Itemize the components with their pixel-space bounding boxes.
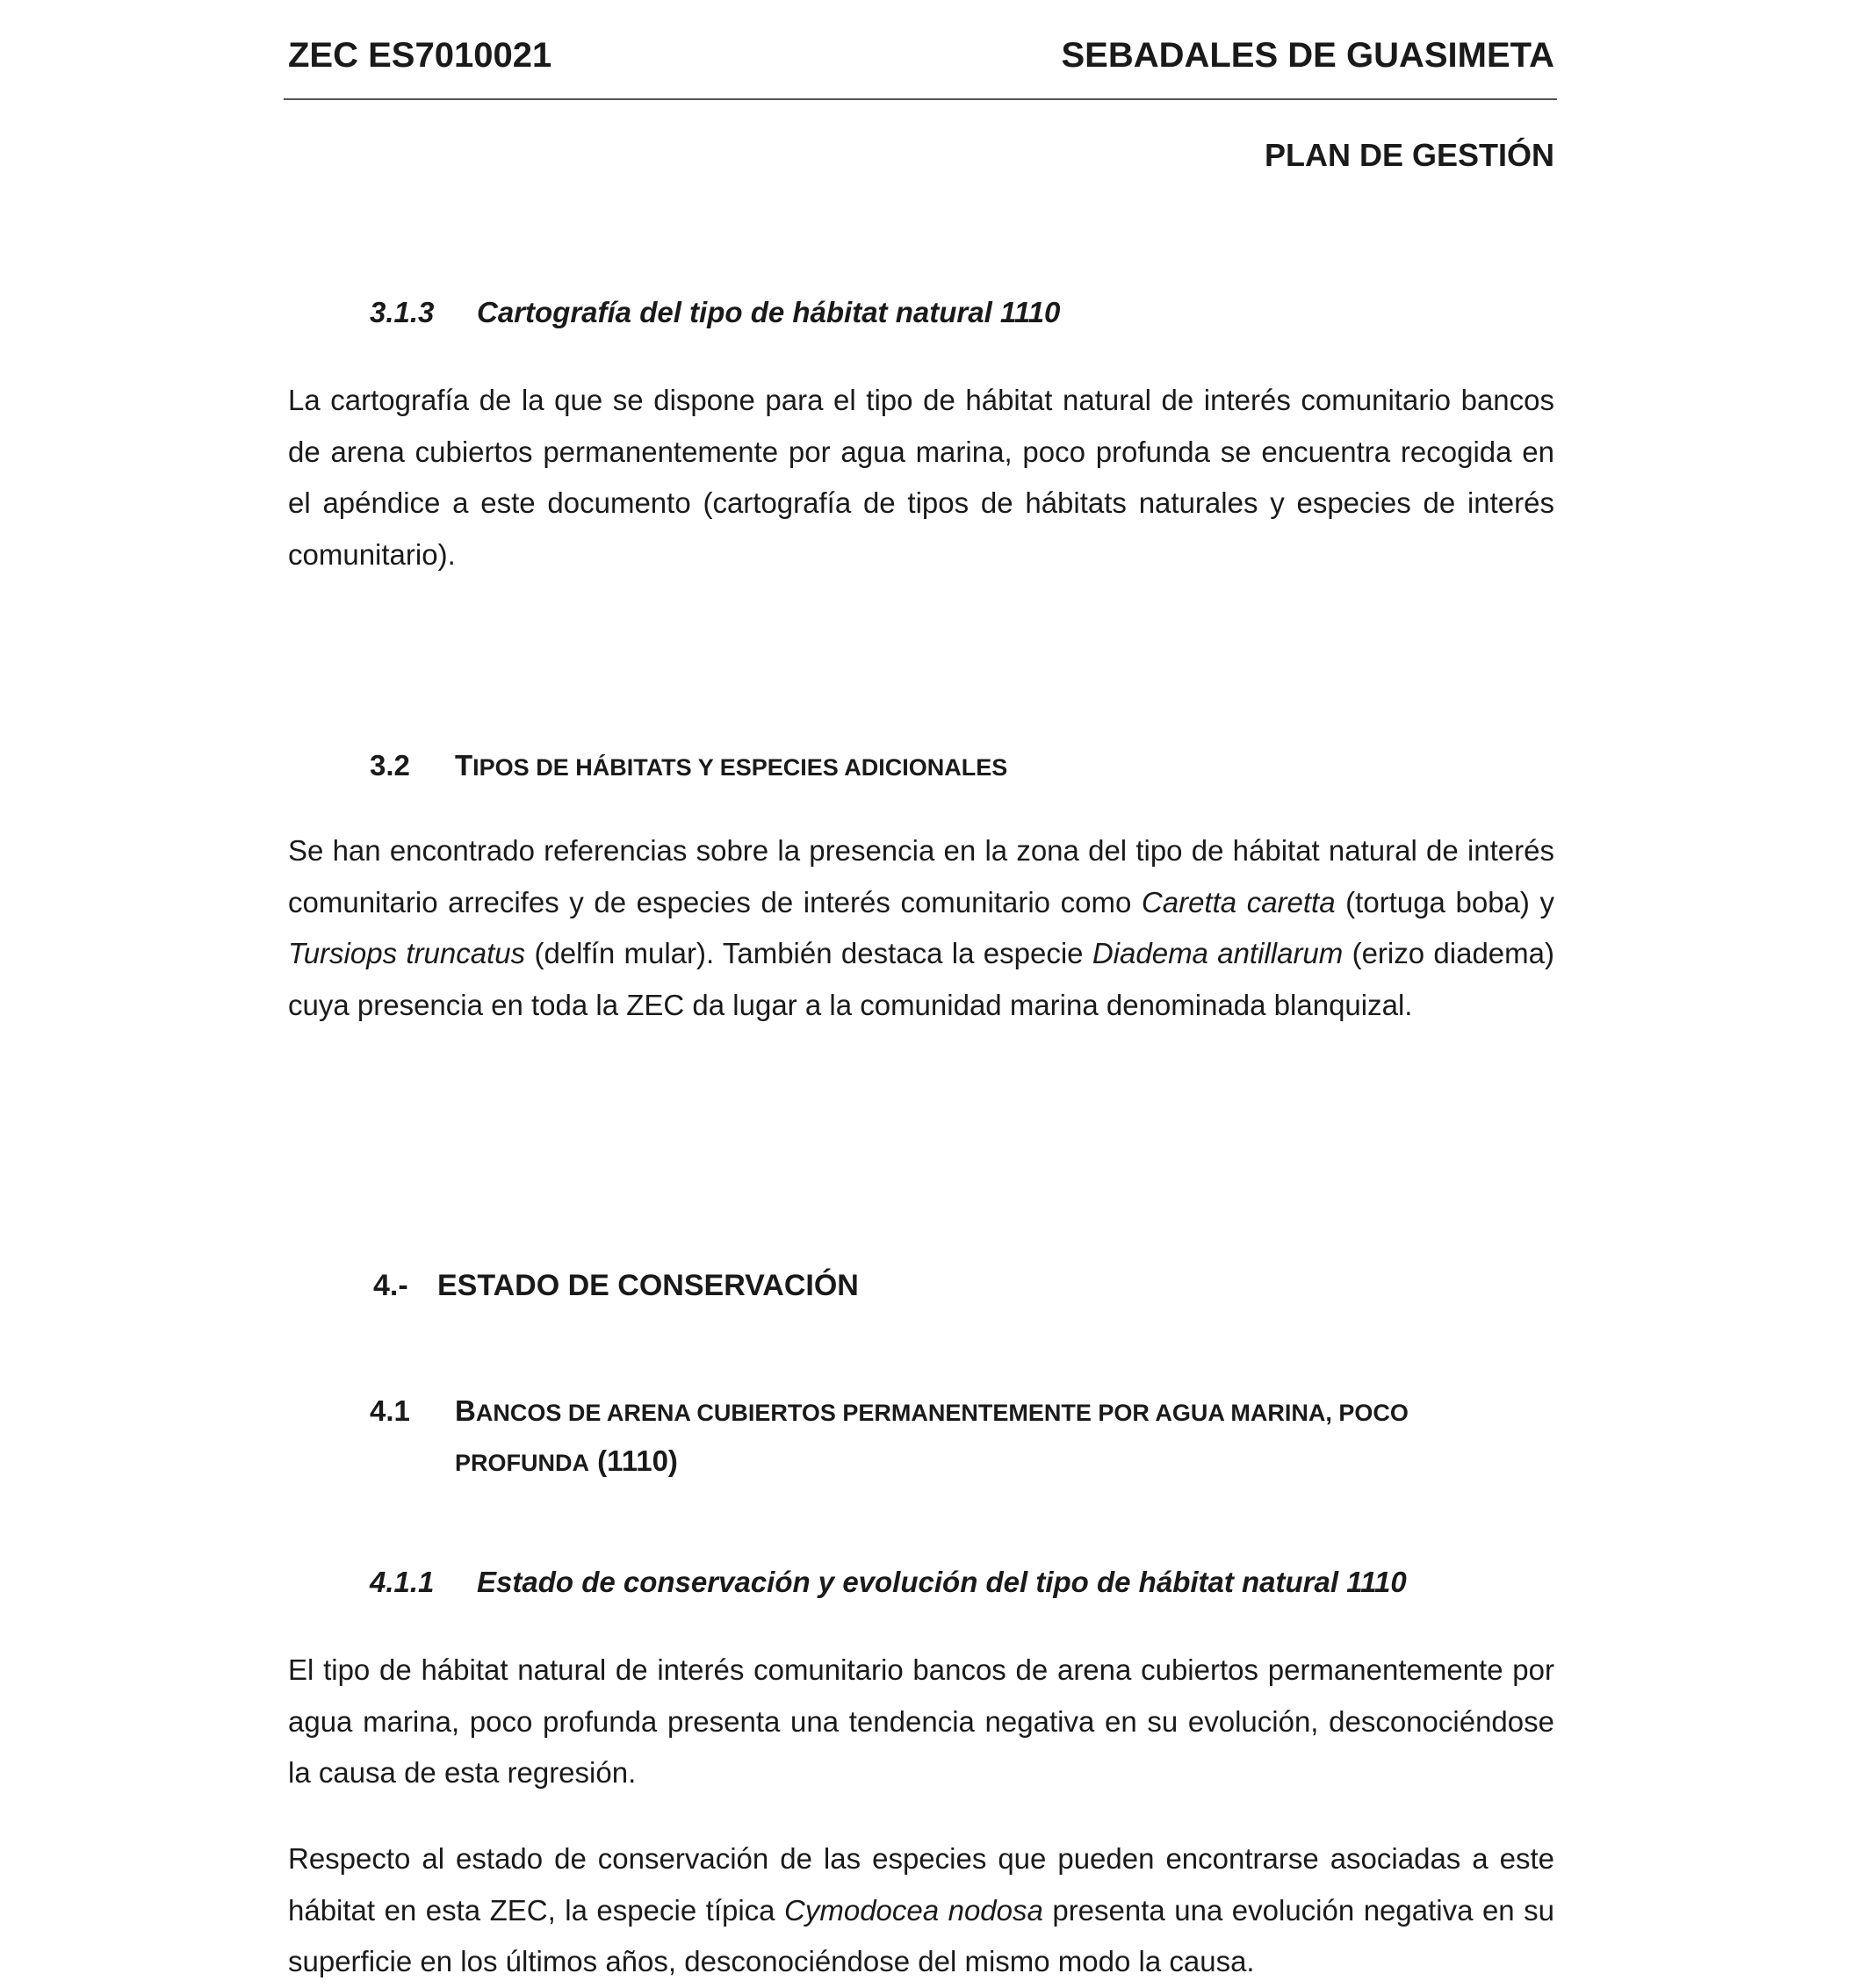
header-site-name: SEBADALES DE GUASIMETA: [1061, 36, 1554, 75]
heading-3-2-title-initial: T: [455, 749, 473, 782]
heading-4-1-habitat-code: (1110): [589, 1444, 678, 1477]
paragraph-4-1-1-second-text-1: Respecto al estado de conservación de las especies que pueden encontrarse asociadas a este hábitat en esta ZEC, la especie típica: [288, 1842, 1554, 1927]
heading-3-2-number: 3.2: [370, 749, 410, 782]
species-diadema-antillarum: Diadema antillarum: [1092, 937, 1344, 969]
heading-4-1-title-initial: B: [455, 1394, 476, 1427]
heading-4-1-1-title: Estado de conservación y evolución del tipo de hábitat natural 1110: [477, 1566, 1407, 1598]
paragraph-3-2-text-1: Se han encontrado referencias sobre la presencia en la zona del tipo de hábitat natural de interés comunitario arrecifes y de especies de interés comunitario como: [288, 834, 1554, 918]
paragraph-3-2-text-4: (erizo diadema) cuya presencia en toda la ZEC da lugar a la comunidad marina denominada blanquizal.: [288, 937, 1554, 1021]
heading-4-1-title-smallcaps: ANCOS DE ARENA CUBIERTOS PERMANENTEMENTE POR AGUA MARINA, POCO: [475, 1400, 1409, 1426]
header-plan-title: PLAN DE GESTIÓN: [1264, 137, 1554, 173]
paragraph-3-1-3: La cartografía de la que se dispone para el tipo de hábitat natural de interés comunitario bancos de arena cubiertos permanentemente por agua marina, poco profunda se encuentra recogida en el apéndice a este documento (cartografía de tipos de hábitats naturales y especies de interés comunitario).: [288, 384, 1554, 571]
paragraph-3-2: [288, 825, 1554, 1031]
heading-3-2-title-smallcaps: IPOS DE HÁBITATS Y ESPECIES ADICIONALES: [472, 754, 1008, 781]
heading-4-1-number: 4.1: [370, 1394, 410, 1427]
species-tursiops-truncatus: Tursiops truncatus: [288, 937, 526, 969]
heading-3-1-3-title: Cartografía del tipo de hábitat natural 1110: [477, 296, 1061, 328]
paragraph-4-1-1-first: El tipo de hábitat natural de interés comunitario bancos de arena cubiertos permanentemente por agua marina, poco profunda presenta una tendencia negativa en su evolución, desconociéndose la causa de esta regresión.: [288, 1653, 1554, 1789]
heading-3-1-3-number: 3.1.3: [370, 296, 435, 328]
paragraph-3-2-text-3: (delfín mular). También destaca la especie: [525, 937, 1092, 969]
header-site-code: ZEC ES7010021: [288, 36, 552, 75]
species-caretta-caretta: Caretta caretta: [1141, 885, 1336, 918]
heading-4-number: 4.-: [373, 1269, 408, 1302]
heading-3-2-title: [455, 748, 1007, 785]
heading-4-1-title-smallcaps-2: PROFUNDA: [455, 1450, 589, 1476]
heading-4-1-title-line-1: [455, 1394, 1409, 1430]
header-divider: [284, 98, 1557, 100]
heading-4-title: ESTADO DE CONSERVACIÓN: [437, 1269, 859, 1302]
heading-4-1-title-line-2: [455, 1444, 678, 1480]
paragraph-4-1-1-second-text-2: presenta una evolución negativa en su superficie en los últimos años, desconociéndose del mismo modo la causa.: [288, 1893, 1554, 1977]
paragraph-3-2-text-2: (tortuga boba) y: [1335, 885, 1554, 918]
heading-4-1-1-number: 4.1.1: [370, 1566, 435, 1598]
species-cymodocea-nodosa: Cymodocea nodosa: [784, 1893, 1043, 1927]
paragraph-4-1-1-second: [288, 1833, 1554, 1988]
